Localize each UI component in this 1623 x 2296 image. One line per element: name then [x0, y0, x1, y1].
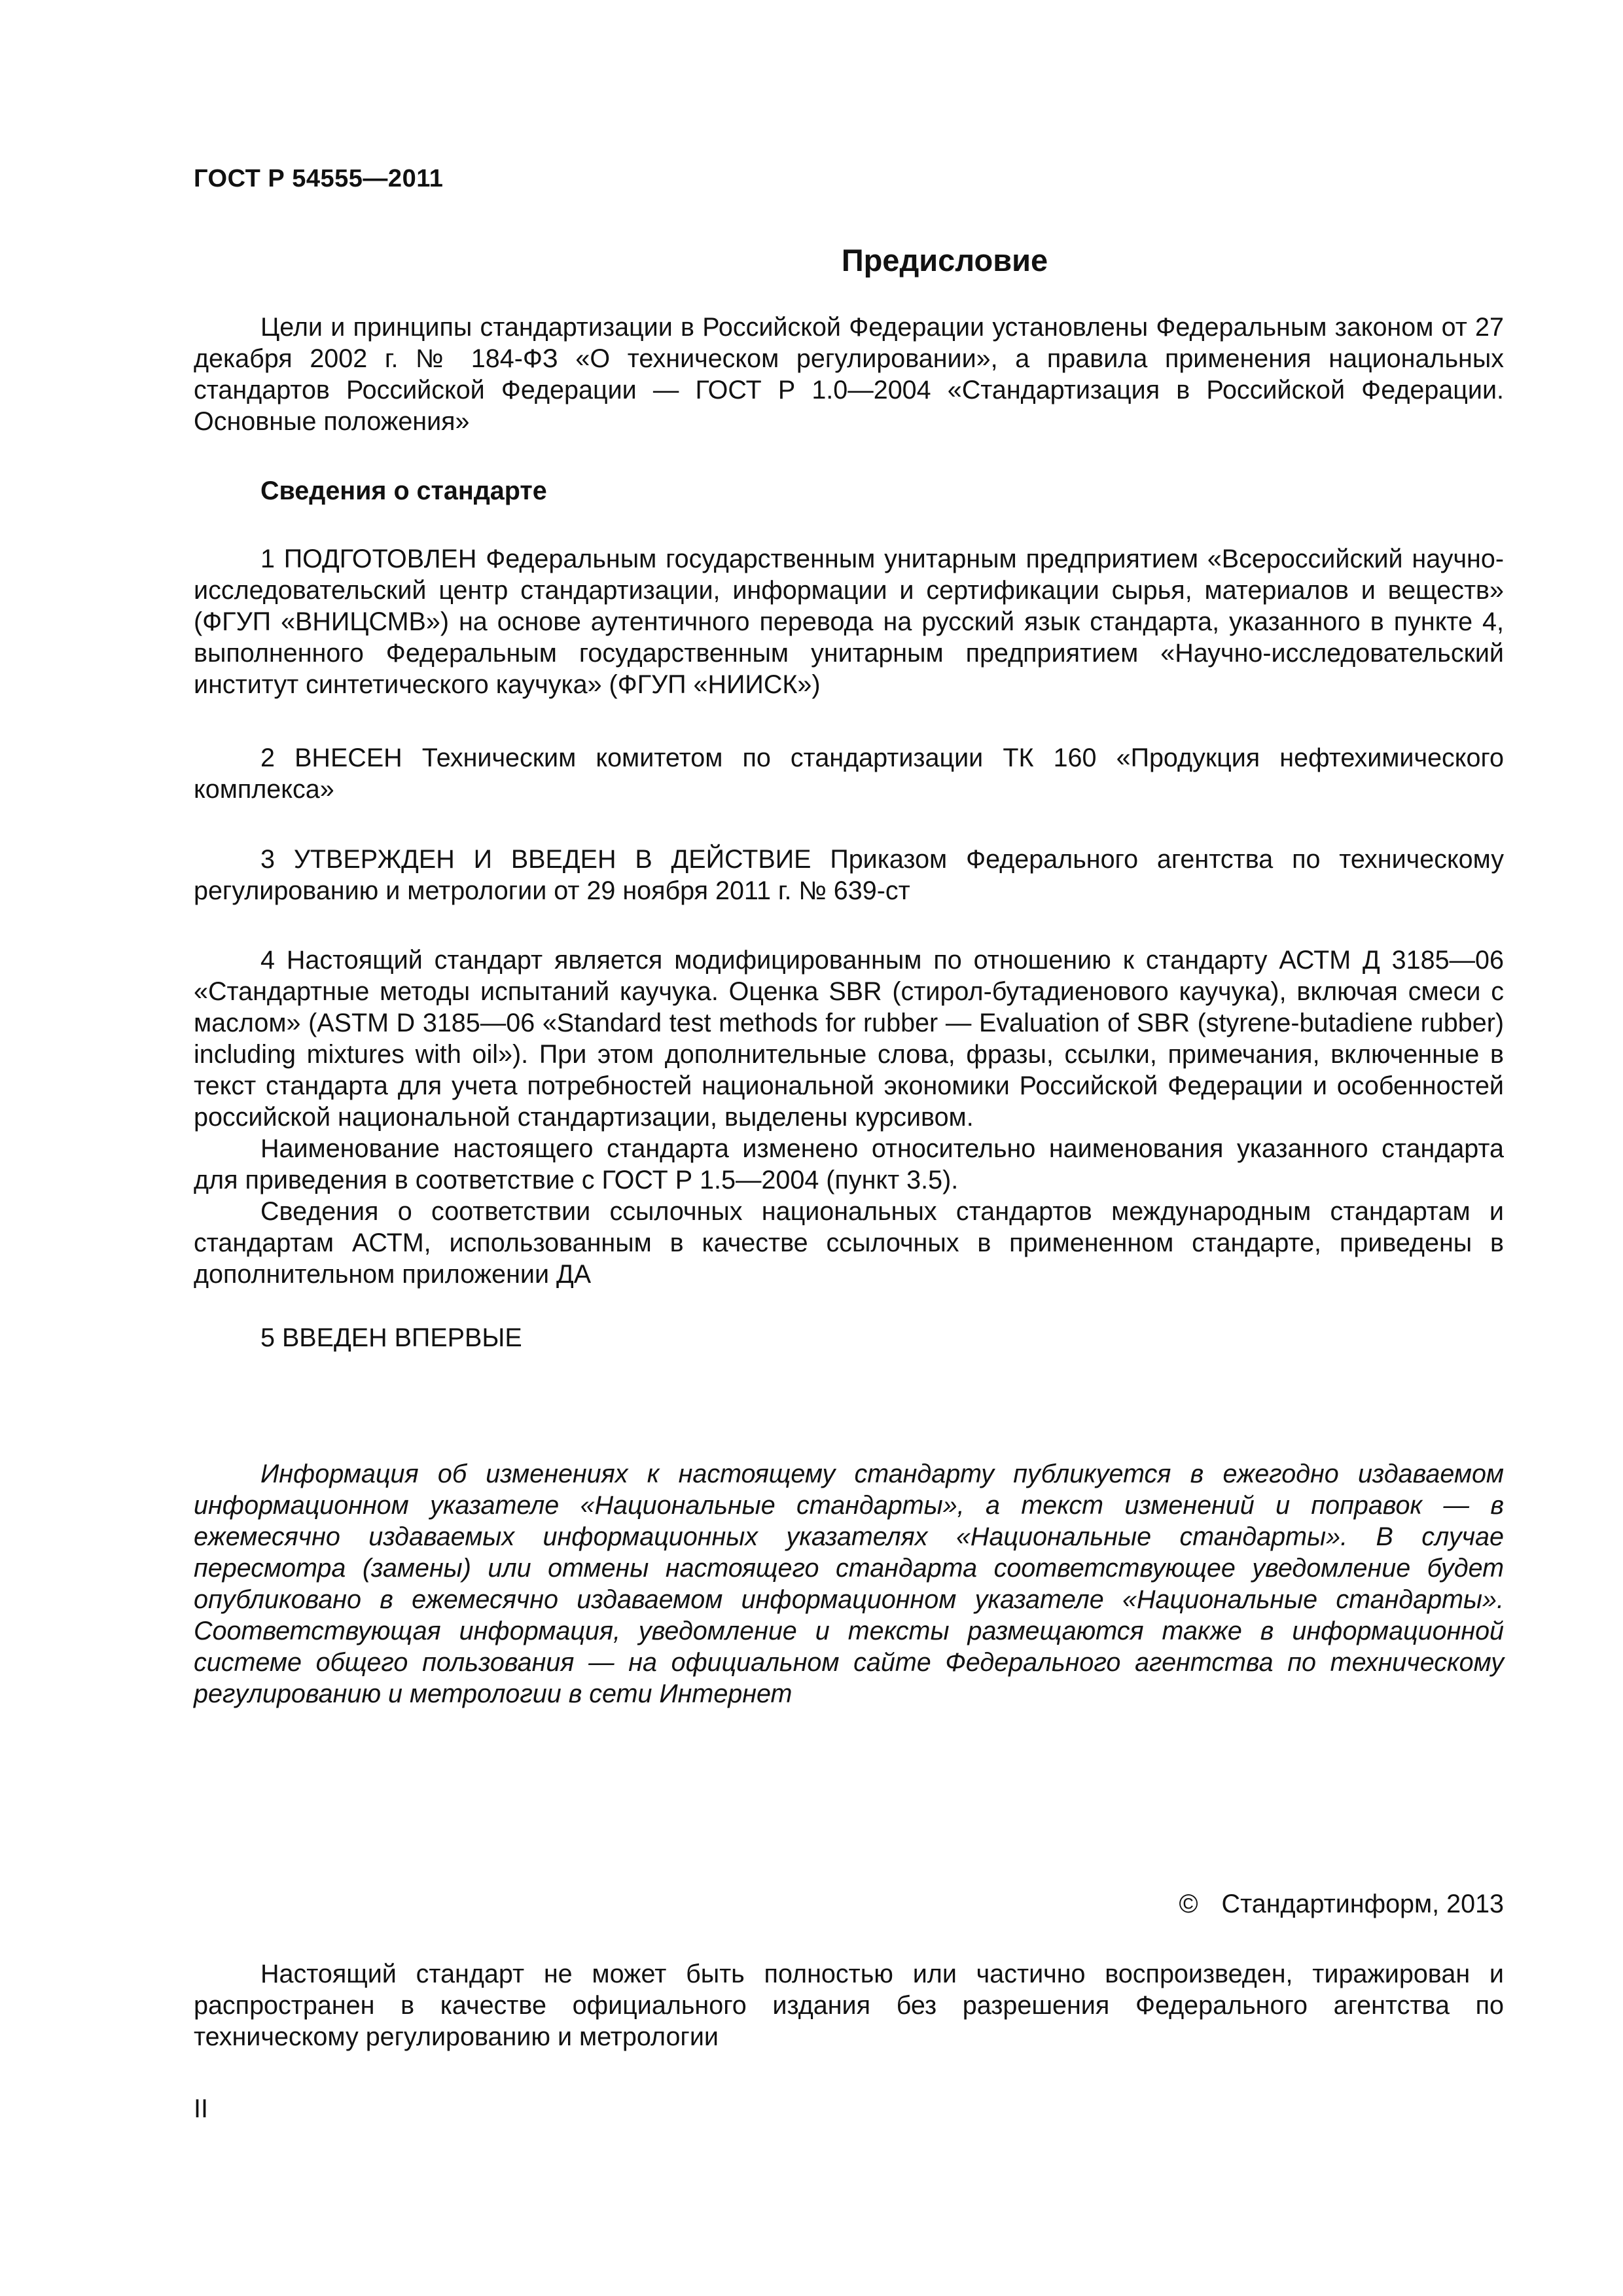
page-number: II [194, 2094, 208, 2123]
reproduction-notice-paragraph: Настоящий стандарт не может быть полностью или частично воспроизведен, тиражирован и распространен в качестве официального издания без разрешения Федерального агентства по техническому регулированию и метрологии [194, 1960, 1504, 2051]
item-paragraph-5: 5 ВВЕДЕН ВПЕРВЫЕ [260, 1323, 522, 1352]
item-paragraph-4-name-change: Наименование настоящего стандарта изменено относительно наименования указанного стандарта для приведения в соответствие с ГОСТ Р 1.5—2004 (пункт 3.5). [194, 1134, 1504, 1194]
item-4-section [194, 944, 1504, 1290]
intro-section [194, 312, 1504, 437]
info-notice-section [194, 1458, 1504, 1710]
item-1-section [194, 543, 1504, 700]
item-3-section [194, 844, 1504, 906]
page-title: Предисловие [841, 243, 1048, 278]
standard-code: ГОСТ Р 54555—2011 [194, 165, 444, 192]
item-paragraph-2: 2 ВНЕСЕН Техническим комитетом по стандартизации ТК 160 «Продукция нефтехимического комплекса» [194, 744, 1504, 804]
intro-paragraph: Цели и принципы стандартизации в Российской Федерации установлены Федеральным законом от 27 декабря 2002 г. № 184-ФЗ «О техническом регулировании», а правила применения национальных стандартов Российской Федерации — ГОСТ Р 1.0—2004 «Стандартизация в Российской Федерации. Основные положения» [194, 313, 1504, 436]
copyright-line [1179, 1890, 1504, 1919]
item-5-section [194, 1322, 1504, 1354]
item-paragraph-1: 1 ПОДГОТОВЛЕН Федеральным государственным унитарным предприятием «Всероссийский научно-исследовательский центр стандартизации, информации и сертификации сырья, материалов и веществ» (ФГУП «ВНИЦСМВ») на основе аутентичного перевода на русский язык стандарта, указанного в пункте 4, выполненного Федеральным государственным унитарным предприятием «Научно-исследовательский институт синтетического каучука» (ФГУП «НИИСК») [194, 545, 1504, 699]
info-notice-paragraph: Информация об изменениях к настоящему стандарту публикуется в ежегодно издаваемом информационном указателе «Национальные стандарты», а текст изменений и поправок — в ежемесячно издаваемых информационных указателях «Национальные стандарты». В случае пересмотра (замены) или отмены настоящего стандарта соответствующее уведомление будет опубликовано в ежемесячно издаваемом информационном указателе «Национальные стандарты». Соответствующая информация, уведомление и тексты размещаются также в информационной системе общего пользования — на официальном сайте Федерального агентства по техническому регулированию и метрологии в сети Интернет [194, 1460, 1504, 1708]
reproduction-notice-section [194, 1958, 1504, 2053]
item-paragraph-4: 4 Настоящий стандарт является модифицированным по отношению к стандарту АСТМ Д 3185—06 «Стандартные методы испытаний каучука. Оценка SBR (стирол-бутадиенового каучука), включая смеси с маслом» (ASTM D 3185—06 «Standard test methods for rubber — Evaluation of SBR (styrene-butadiene rubber) including mixtures with oil»). При этом дополнительные слова, фразы, ссылки, примечания, включенные в текст стандарта для учета потребностей национальной экономики Российской Федерации и особенностей российской национальной стандартизации, выделены курсивом. [194, 946, 1504, 1132]
copyright-text: Стандартинформ, 2013 [1221, 1890, 1504, 1918]
section-heading: Сведения о стандарте [260, 476, 547, 505]
copyright-symbol: © [1179, 1890, 1198, 1918]
item-paragraph-4-references: Сведения о соответствии ссылочных национальных стандартов международным стандартам и стандартам АСТМ, использованным в качестве ссылочных в примененном стандарте, приведены в дополнительном приложении ДА [194, 1197, 1504, 1289]
item-paragraph-3: 3 УТВЕРЖДЕН И ВВЕДЕН В ДЕЙСТВИЕ Приказом Федерального агентства по техническому регулированию и метрологии от 29 ноября 2011 г. № 639-ст [194, 845, 1504, 905]
item-2-section [194, 742, 1504, 805]
